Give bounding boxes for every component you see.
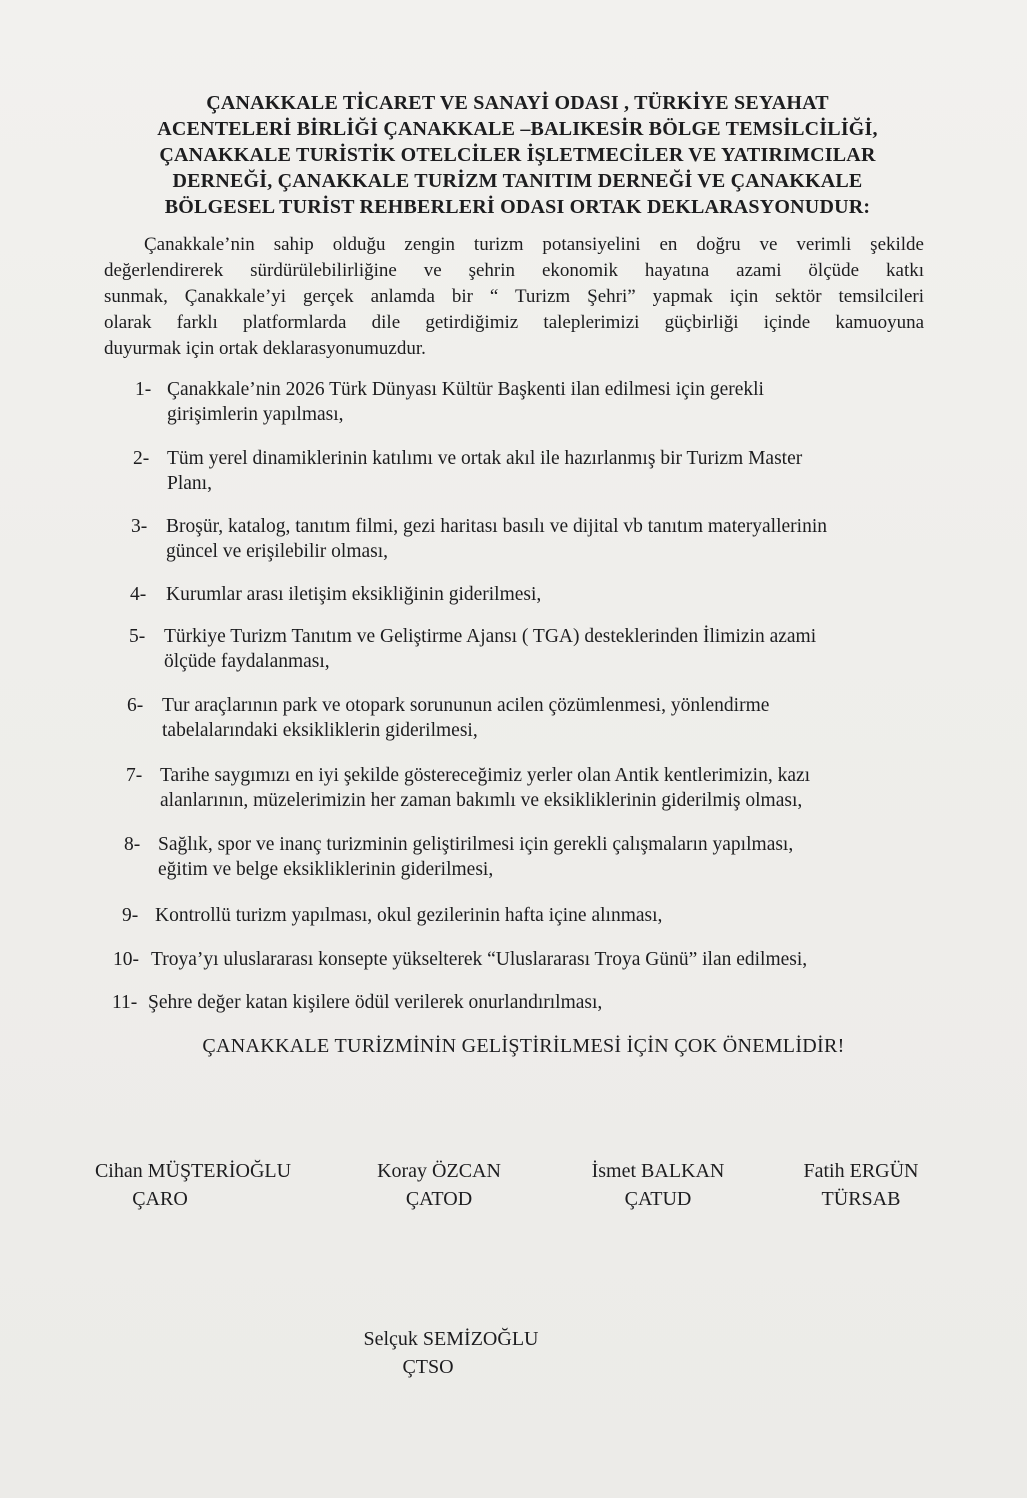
intro-line: değerlendirerek sürdürülebilirliğine ve şehrin ekonomik hayatına azami ölçüde katkı [104, 260, 924, 281]
item-number: 6- [127, 695, 144, 716]
intro-line: sunmak, Çanakkale’yi gerçek anlamda bir “ Turizm Şehri” yapmak için sektör temsilcileri [104, 286, 924, 307]
signature-block [366, 1157, 512, 1213]
signatory-org: ÇATUD [624, 1188, 692, 1210]
title-line: ÇANAKKALE TİCARET VE SANAYİ ODASI , TÜRKİYE SEYAHAT [206, 92, 829, 114]
signatory-name: Cihan MÜŞTERİOĞLU [94, 1160, 292, 1182]
title-line: DERNEĞİ, ÇANAKKALE TURİZM TANITIM DERNEĞİ VE ÇANAKKALE [172, 170, 863, 192]
title-line: ACENTELERİ BİRLİĞİ ÇANAKKALE –BALIKESİR BÖLGE TEMSİLCİLİĞİ, [157, 118, 878, 140]
item-text: Sağlık, spor ve inanç turizminin geliştirilmesi için gerekli çalışmaların yapılması, [158, 834, 794, 855]
item-number: 2- [133, 448, 150, 469]
item-text: Kontrollü turizm yapılması, okul gezilerinin hafta içine alınması, [155, 905, 663, 926]
signatory-name: İsmet BALKAN [591, 1160, 725, 1182]
item-text: Troya’yı uluslararası konsepte yükselterek “Uluslararası Troya Günü” ilan edilmesi, [151, 949, 808, 970]
item-number: 11- [112, 992, 138, 1013]
item-number: 4- [130, 584, 147, 605]
item-text: ölçüde faydalanması, [164, 651, 330, 672]
signatory-name: Selçuk SEMİZOĞLU [363, 1328, 539, 1350]
signatory-org: ÇARO [132, 1188, 188, 1210]
item-text: Şehre değer katan kişilere ödül verilerek onurlandırılması, [148, 992, 603, 1013]
item-text: girişimlerin yapılması, [167, 404, 344, 425]
item-number: 7- [126, 765, 143, 786]
title-line: ÇANAKKALE TURİSTİK OTELCİLER İŞLETMECİLER VE YATIRIMCILAR [159, 144, 876, 166]
signatory-org: ÇATOD [405, 1188, 473, 1210]
item-text: Broşür, katalog, tanıtım filmi, gezi haritası basılı ve dijital vb tanıtım materyallerinin [166, 516, 827, 537]
intro-line: Çanakkale’nin sahip olduğu zengin turizm potansiyelini en doğru ve verimli şekilde [144, 234, 924, 255]
item-text: Planı, [167, 473, 212, 494]
signature-block [795, 1157, 927, 1213]
closing-statement: ÇANAKKALE TURİZMİNİN GELİŞTİRİLMESİ İÇİN ÇOK ÖNEMLİDİR! [202, 1035, 845, 1057]
signature-block [348, 1325, 554, 1381]
intro-line: duyurmak için ortak deklarasyonumuzdur. [104, 338, 426, 359]
item-number: 9- [122, 905, 139, 926]
item-text: tabelalarındaki eksikliklerin giderilmesi, [162, 720, 478, 741]
item-number: 10- [113, 949, 139, 970]
signatory-name: Fatih ERGÜN [803, 1160, 919, 1182]
item-text: Çanakkale’nin 2026 Türk Dünyası Kültür Başkenti ilan edilmesi için gerekli [167, 379, 764, 400]
item-number: 1- [135, 379, 152, 400]
signature-block [80, 1157, 306, 1213]
signatory-org: TÜRSAB [821, 1188, 901, 1210]
item-text: Tarihe saygımızı en iyi şekilde göstereceğimiz yerler olan Antik kentlerimizin, kazı [160, 765, 811, 786]
signature-block [580, 1157, 736, 1213]
signatory-name: Koray ÖZCAN [377, 1160, 501, 1182]
item-text: güncel ve erişilebilir olması, [166, 541, 389, 562]
intro-line: olarak farklı platformlarda dile getirdiğimiz taleplerimizi güçbirliği içinde kamuoyuna [104, 312, 924, 333]
item-text: eğitim ve belge eksikliklerinin giderilmesi, [158, 859, 494, 880]
item-number: 5- [129, 626, 146, 647]
item-text: Kurumlar arası iletişim eksikliğinin giderilmesi, [166, 584, 542, 605]
item-text: Türkiye Turizm Tanıtım ve Geliştirme Ajansı ( TGA) desteklerinden İlimizin azami [164, 626, 817, 647]
signatory-org: ÇTSO [402, 1356, 454, 1378]
item-text: alanlarının, müzelerimizin her zaman bakımlı ve eksikliklerinin giderilmiş olması, [160, 790, 803, 811]
item-text: Tur araçlarının park ve otopark sorununun acilen çözümlenmesi, yönlendirme [162, 695, 770, 716]
item-number: 3- [131, 516, 148, 537]
title-line: BÖLGESEL TURİST REHBERLERİ ODASI ORTAK DEKLARASYONUDUR: [164, 196, 871, 218]
item-text: Tüm yerel dinamiklerinin katılımı ve ortak akıl ile hazırlanmış bir Turizm Master [167, 448, 803, 469]
item-number: 8- [124, 834, 141, 855]
